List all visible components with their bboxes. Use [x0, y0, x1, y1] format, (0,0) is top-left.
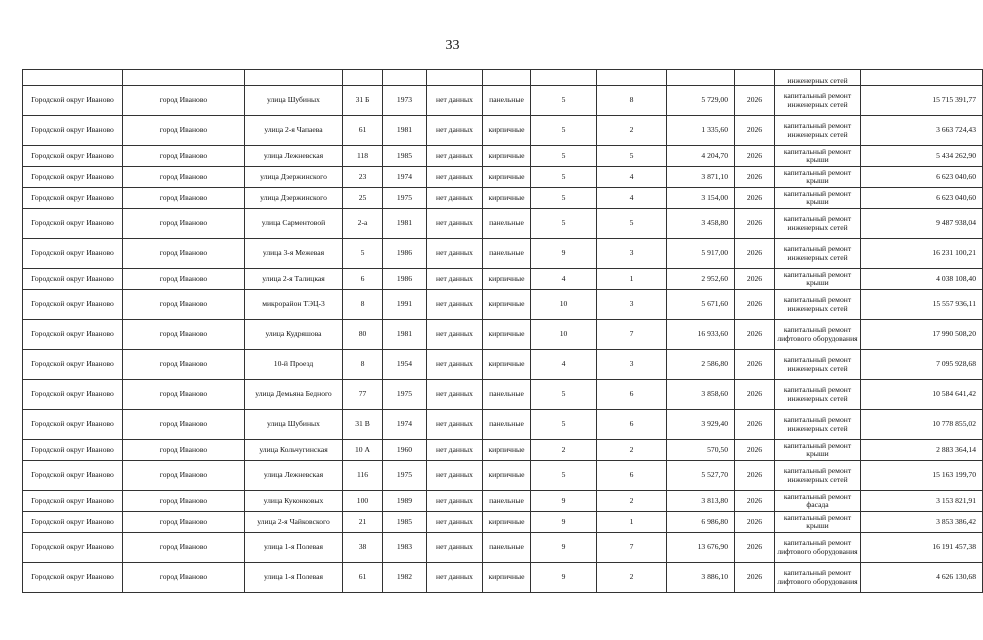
cell-municipality: Городской округ Иваново — [23, 146, 123, 167]
cell-entrances: 8 — [597, 86, 667, 116]
cell-house: 31 В — [343, 410, 383, 440]
table-row — [23, 563, 983, 593]
cell-area: 3 929,40 — [667, 410, 735, 440]
cell-material: кирпичные — [483, 440, 531, 461]
cell-house: 80 — [343, 320, 383, 350]
cell-city: город Иваново — [123, 461, 245, 491]
cell-material: кирпичные — [483, 146, 531, 167]
cell-city: город Иваново — [123, 86, 245, 116]
cell-work: инженерных сетей — [775, 70, 861, 86]
cell-street: улица Дзержинского — [245, 167, 343, 188]
cell-house: 10 А — [343, 440, 383, 461]
cell-cost: 10 584 641,42 — [861, 380, 983, 410]
cell-extra: нет данных — [427, 290, 483, 320]
cell-municipality: Городской округ Иваново — [23, 461, 123, 491]
cell-area: 3 886,10 — [667, 563, 735, 593]
cell-entrances: 4 — [597, 188, 667, 209]
cell-entrances: 1 — [597, 512, 667, 533]
cell-extra: нет данных — [427, 410, 483, 440]
cell-city: город Иваново — [123, 440, 245, 461]
cell-cost: 6 623 040,60 — [861, 188, 983, 209]
cell-plan-year: 2026 — [735, 440, 775, 461]
cell-city: город Иваново — [123, 188, 245, 209]
cell-extra: нет данных — [427, 239, 483, 269]
cell-city: город Иваново — [123, 116, 245, 146]
cell-floors: 5 — [531, 209, 597, 239]
cell-extra: нет данных — [427, 167, 483, 188]
cell-floors: 9 — [531, 491, 597, 512]
cell-plan-year: 2026 — [735, 350, 775, 380]
cell-cost: 6 623 040,60 — [861, 167, 983, 188]
table-row — [23, 167, 983, 188]
cell-street: улица 2-я Талицкая — [245, 269, 343, 290]
cell-municipality: Городской округ Иваново — [23, 239, 123, 269]
cell-material — [483, 70, 531, 86]
cell-material: кирпичные — [483, 188, 531, 209]
cell-area: 5 527,70 — [667, 461, 735, 491]
cell-house — [343, 70, 383, 86]
cell-year: 1960 — [383, 440, 427, 461]
cell-floors: 9 — [531, 533, 597, 563]
cell-year: 1991 — [383, 290, 427, 320]
cell-cost: 3 853 386,42 — [861, 512, 983, 533]
cell-house: 77 — [343, 380, 383, 410]
cell-area: 3 858,60 — [667, 380, 735, 410]
cell-entrances: 5 — [597, 209, 667, 239]
cell-street: улица Кольчугинская — [245, 440, 343, 461]
cell-plan-year: 2026 — [735, 491, 775, 512]
cell-work: капитальный ремонт фасада — [775, 491, 861, 512]
cell-municipality: Городской округ Иваново — [23, 512, 123, 533]
cell-work: капитальный ремонт инженерных сетей — [775, 410, 861, 440]
cell-work: капитальный ремонт лифтового оборудования — [775, 533, 861, 563]
cell-plan-year: 2026 — [735, 410, 775, 440]
table-row — [23, 188, 983, 209]
cell-street: улица Демьяна Бедного — [245, 380, 343, 410]
cell-plan-year: 2026 — [735, 290, 775, 320]
cell-work: капитальный ремонт крыши — [775, 188, 861, 209]
cell-extra — [427, 70, 483, 86]
cell-house: 38 — [343, 533, 383, 563]
cell-municipality: Городской округ Иваново — [23, 290, 123, 320]
cell-extra: нет данных — [427, 350, 483, 380]
cell-city: город Иваново — [123, 533, 245, 563]
cell-year: 1985 — [383, 146, 427, 167]
cell-floors: 5 — [531, 188, 597, 209]
cell-plan-year: 2026 — [735, 116, 775, 146]
table-row — [23, 86, 983, 116]
cell-material: панельные — [483, 410, 531, 440]
cell-house: 23 — [343, 167, 383, 188]
cell-cost — [861, 70, 983, 86]
cell-entrances: 6 — [597, 410, 667, 440]
cell-floors: 2 — [531, 440, 597, 461]
cell-cost: 10 778 855,02 — [861, 410, 983, 440]
cell-area: 13 676,90 — [667, 533, 735, 563]
cell-entrances: 5 — [597, 146, 667, 167]
cell-municipality: Городской округ Иваново — [23, 440, 123, 461]
cell-year: 1985 — [383, 512, 427, 533]
cell-year: 1986 — [383, 269, 427, 290]
cell-house: 61 — [343, 116, 383, 146]
cell-extra: нет данных — [427, 533, 483, 563]
cell-floors: 9 — [531, 512, 597, 533]
cell-work: капитальный ремонт лифтового оборудования — [775, 320, 861, 350]
cell-floors — [531, 70, 597, 86]
cell-year: 1973 — [383, 86, 427, 116]
cell-plan-year: 2026 — [735, 209, 775, 239]
page-number: 33 — [445, 38, 460, 53]
cell-plan-year: 2026 — [735, 380, 775, 410]
cell-floors: 4 — [531, 269, 597, 290]
cell-extra: нет данных — [427, 116, 483, 146]
table-row — [23, 116, 983, 146]
cell-street: улица Шубиных — [245, 410, 343, 440]
cell-municipality: Городской округ Иваново — [23, 563, 123, 593]
cell-year: 1975 — [383, 188, 427, 209]
cell-material: кирпичные — [483, 116, 531, 146]
cell-house: 118 — [343, 146, 383, 167]
cell-municipality: Городской округ Иваново — [23, 167, 123, 188]
cell-entrances: 7 — [597, 320, 667, 350]
cell-municipality: Городской округ Иваново — [23, 350, 123, 380]
cell-entrances — [597, 70, 667, 86]
cell-area: 5 729,00 — [667, 86, 735, 116]
cell-year: 1981 — [383, 209, 427, 239]
table-row — [23, 440, 983, 461]
cell-work: капитальный ремонт инженерных сетей — [775, 290, 861, 320]
cell-material: кирпичные — [483, 563, 531, 593]
cell-material: панельные — [483, 209, 531, 239]
table-row-continuation — [23, 70, 983, 86]
cell-cost: 5 434 262,90 — [861, 146, 983, 167]
cell-floors: 9 — [531, 563, 597, 593]
cell-material: кирпичные — [483, 269, 531, 290]
cell-area: 2 952,60 — [667, 269, 735, 290]
cell-material: кирпичные — [483, 320, 531, 350]
cell-plan-year: 2026 — [735, 563, 775, 593]
cell-city: город Иваново — [123, 350, 245, 380]
cell-year: 1986 — [383, 239, 427, 269]
cell-work: капитальный ремонт крыши — [775, 146, 861, 167]
cell-work: капитальный ремонт крыши — [775, 440, 861, 461]
cell-area: 5 917,00 — [667, 239, 735, 269]
cell-entrances: 4 — [597, 167, 667, 188]
cell-house: 61 — [343, 563, 383, 593]
cell-house: 5 — [343, 239, 383, 269]
cell-house: 21 — [343, 512, 383, 533]
cell-municipality: Городской округ Иваново — [23, 209, 123, 239]
cell-cost: 16 231 100,21 — [861, 239, 983, 269]
cell-municipality — [23, 70, 123, 86]
cell-area: 3 458,80 — [667, 209, 735, 239]
cell-municipality: Городской округ Иваново — [23, 116, 123, 146]
cell-floors: 5 — [531, 167, 597, 188]
cell-house: 116 — [343, 461, 383, 491]
cell-floors: 5 — [531, 86, 597, 116]
cell-municipality: Городской округ Иваново — [23, 86, 123, 116]
cell-floors: 10 — [531, 290, 597, 320]
cell-extra: нет данных — [427, 209, 483, 239]
cell-material: панельные — [483, 533, 531, 563]
cell-area: 3 813,80 — [667, 491, 735, 512]
cell-entrances: 7 — [597, 533, 667, 563]
cell-house: 8 — [343, 350, 383, 380]
cell-street: улица Кудряшова — [245, 320, 343, 350]
cell-material: кирпичные — [483, 290, 531, 320]
cell-entrances: 1 — [597, 269, 667, 290]
cell-plan-year: 2026 — [735, 461, 775, 491]
cell-house: 25 — [343, 188, 383, 209]
cell-work: капитальный ремонт инженерных сетей — [775, 380, 861, 410]
cell-municipality: Городской округ Иваново — [23, 533, 123, 563]
cell-city: город Иваново — [123, 290, 245, 320]
cell-cost: 4 626 130,68 — [861, 563, 983, 593]
cell-year: 1989 — [383, 491, 427, 512]
cell-plan-year: 2026 — [735, 320, 775, 350]
cell-material: кирпичные — [483, 167, 531, 188]
cell-extra: нет данных — [427, 146, 483, 167]
cell-cost: 15 715 391,77 — [861, 86, 983, 116]
cell-house: 31 Б — [343, 86, 383, 116]
cell-entrances: 2 — [597, 116, 667, 146]
cell-material: панельные — [483, 86, 531, 116]
cell-entrances: 3 — [597, 290, 667, 320]
cell-municipality: Городской округ Иваново — [23, 410, 123, 440]
cell-municipality: Городской округ Иваново — [23, 320, 123, 350]
cell-year: 1982 — [383, 563, 427, 593]
table-row — [23, 410, 983, 440]
cell-year: 1974 — [383, 167, 427, 188]
cell-cost: 2 883 364,14 — [861, 440, 983, 461]
cell-street: улица Лежневская — [245, 461, 343, 491]
cell-municipality: Городской округ Иваново — [23, 380, 123, 410]
cell-work: капитальный ремонт инженерных сетей — [775, 86, 861, 116]
table-row — [23, 491, 983, 512]
cell-entrances: 2 — [597, 440, 667, 461]
cell-area: 1 335,60 — [667, 116, 735, 146]
cell-city: город Иваново — [123, 146, 245, 167]
table-row — [23, 209, 983, 239]
cell-street: улица 3-я Межевая — [245, 239, 343, 269]
cell-year: 1983 — [383, 533, 427, 563]
cell-entrances: 2 — [597, 491, 667, 512]
cell-plan-year: 2026 — [735, 86, 775, 116]
cell-house: 2-а — [343, 209, 383, 239]
cell-material: кирпичные — [483, 350, 531, 380]
cell-plan-year: 2026 — [735, 188, 775, 209]
cell-street: улица 1-я Полевая — [245, 533, 343, 563]
cell-extra: нет данных — [427, 320, 483, 350]
cell-area: 4 204,70 — [667, 146, 735, 167]
table-row — [23, 380, 983, 410]
table-row — [23, 320, 983, 350]
cell-work: капитальный ремонт лифтового оборудования — [775, 563, 861, 593]
cell-house: 8 — [343, 290, 383, 320]
cell-cost: 16 191 457,38 — [861, 533, 983, 563]
table-row — [23, 533, 983, 563]
cell-cost: 3 663 724,43 — [861, 116, 983, 146]
cell-area: 3 154,00 — [667, 188, 735, 209]
table-row — [23, 461, 983, 491]
repair-program-table — [22, 69, 983, 593]
cell-entrances: 3 — [597, 239, 667, 269]
cell-street: 10-й Проезд — [245, 350, 343, 380]
cell-street: микрорайон ТЭЦ-3 — [245, 290, 343, 320]
cell-extra: нет данных — [427, 461, 483, 491]
cell-floors: 5 — [531, 146, 597, 167]
cell-floors: 10 — [531, 320, 597, 350]
cell-city: город Иваново — [123, 410, 245, 440]
cell-house: 100 — [343, 491, 383, 512]
table-row — [23, 146, 983, 167]
cell-street — [245, 70, 343, 86]
cell-city — [123, 70, 245, 86]
cell-extra: нет данных — [427, 491, 483, 512]
cell-extra: нет данных — [427, 269, 483, 290]
cell-area: 6 986,80 — [667, 512, 735, 533]
cell-cost: 4 038 108,40 — [861, 269, 983, 290]
cell-street: улица 2-я Чайковского — [245, 512, 343, 533]
cell-area — [667, 70, 735, 86]
table-row — [23, 239, 983, 269]
cell-work: капитальный ремонт инженерных сетей — [775, 209, 861, 239]
cell-year: 1954 — [383, 350, 427, 380]
cell-plan-year: 2026 — [735, 239, 775, 269]
cell-plan-year: 2026 — [735, 512, 775, 533]
cell-year — [383, 70, 427, 86]
cell-floors: 5 — [531, 461, 597, 491]
cell-street: улица 1-я Полевая — [245, 563, 343, 593]
table-row — [23, 290, 983, 320]
cell-city: город Иваново — [123, 320, 245, 350]
cell-city: город Иваново — [123, 380, 245, 410]
cell-work: капитальный ремонт крыши — [775, 269, 861, 290]
cell-cost: 7 095 928,68 — [861, 350, 983, 380]
cell-material: кирпичные — [483, 512, 531, 533]
cell-plan-year — [735, 70, 775, 86]
cell-extra: нет данных — [427, 380, 483, 410]
cell-municipality: Городской округ Иваново — [23, 269, 123, 290]
cell-extra: нет данных — [427, 86, 483, 116]
cell-cost: 15 163 199,70 — [861, 461, 983, 491]
cell-cost: 3 153 821,91 — [861, 491, 983, 512]
cell-material: панельные — [483, 239, 531, 269]
cell-year: 1975 — [383, 461, 427, 491]
cell-work: капитальный ремонт инженерных сетей — [775, 116, 861, 146]
cell-work: капитальный ремонт инженерных сетей — [775, 350, 861, 380]
cell-extra: нет данных — [427, 188, 483, 209]
cell-plan-year: 2026 — [735, 269, 775, 290]
cell-entrances: 3 — [597, 350, 667, 380]
cell-city: город Иваново — [123, 512, 245, 533]
cell-street: улица Шубиных — [245, 86, 343, 116]
cell-work: капитальный ремонт крыши — [775, 167, 861, 188]
cell-year: 1974 — [383, 410, 427, 440]
cell-material: панельные — [483, 491, 531, 512]
cell-year: 1981 — [383, 320, 427, 350]
table-row — [23, 512, 983, 533]
cell-extra: нет данных — [427, 440, 483, 461]
cell-area: 570,50 — [667, 440, 735, 461]
cell-floors: 5 — [531, 410, 597, 440]
cell-extra: нет данных — [427, 512, 483, 533]
cell-plan-year: 2026 — [735, 167, 775, 188]
cell-work: капитальный ремонт крыши — [775, 512, 861, 533]
cell-city: город Иваново — [123, 209, 245, 239]
cell-plan-year: 2026 — [735, 146, 775, 167]
cell-floors: 5 — [531, 116, 597, 146]
cell-work: капитальный ремонт инженерных сетей — [775, 461, 861, 491]
cell-entrances: 6 — [597, 461, 667, 491]
cell-street: улица Лежневская — [245, 146, 343, 167]
cell-area: 2 586,80 — [667, 350, 735, 380]
cell-material: кирпичные — [483, 461, 531, 491]
cell-city: город Иваново — [123, 563, 245, 593]
cell-extra: нет данных — [427, 563, 483, 593]
cell-year: 1975 — [383, 380, 427, 410]
cell-cost: 9 487 938,04 — [861, 209, 983, 239]
cell-house: 6 — [343, 269, 383, 290]
cell-city: город Иваново — [123, 491, 245, 512]
table-row — [23, 350, 983, 380]
cell-area: 5 671,60 — [667, 290, 735, 320]
cell-area: 3 871,10 — [667, 167, 735, 188]
cell-street: улица Сарментовой — [245, 209, 343, 239]
cell-area: 16 933,60 — [667, 320, 735, 350]
table-row — [23, 269, 983, 290]
cell-cost: 17 990 508,20 — [861, 320, 983, 350]
cell-street: улица Куконковых — [245, 491, 343, 512]
cell-entrances: 6 — [597, 380, 667, 410]
cell-entrances: 2 — [597, 563, 667, 593]
cell-floors: 5 — [531, 380, 597, 410]
cell-cost: 15 557 936,11 — [861, 290, 983, 320]
cell-city: город Иваново — [123, 239, 245, 269]
cell-municipality: Городской округ Иваново — [23, 491, 123, 512]
cell-floors: 4 — [531, 350, 597, 380]
cell-floors: 9 — [531, 239, 597, 269]
cell-material: панельные — [483, 380, 531, 410]
cell-city: город Иваново — [123, 167, 245, 188]
cell-street: улица 2-я Чапаева — [245, 116, 343, 146]
cell-municipality: Городской округ Иваново — [23, 188, 123, 209]
cell-city: город Иваново — [123, 269, 245, 290]
cell-work: капитальный ремонт инженерных сетей — [775, 239, 861, 269]
cell-year: 1981 — [383, 116, 427, 146]
cell-plan-year: 2026 — [735, 533, 775, 563]
cell-street: улица Дзержинского — [245, 188, 343, 209]
